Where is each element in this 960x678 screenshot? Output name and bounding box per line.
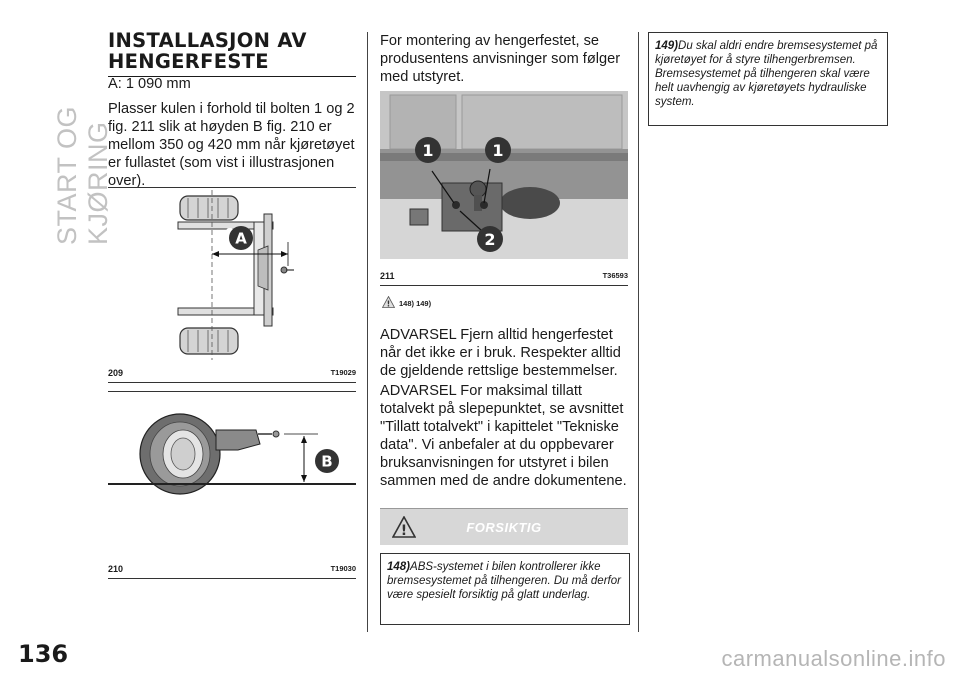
callout-a-label: A [235, 229, 247, 248]
note-148 [380, 553, 630, 625]
watermark-logo: carmanualsonline.info [721, 646, 946, 671]
ball-position-paragraph: Plasser kulen i forhold til bolten 1 og 2 fig. 211 slik at høyden B fig. 210 er mellom 350 og 420 mm når kjøretøyet er fullastet (som vist i illustrasjonen over). [108, 101, 355, 189]
caution-label: FORSIKTIG [466, 520, 542, 535]
figure-211-photo [380, 91, 628, 259]
callout-2 [476, 225, 504, 253]
figure-211-number: 211 [380, 271, 395, 281]
callout-1-left-label: 1 [422, 141, 434, 160]
figure-211 [380, 91, 628, 286]
callout-a [228, 225, 254, 251]
callout-b-label: B [321, 452, 333, 471]
figure-210-number: 210 [108, 564, 124, 574]
note-149-number: 149) [655, 40, 679, 52]
callout-2-label: 2 [484, 230, 496, 249]
callout-1-left [414, 136, 442, 164]
svg-text:!: ! [400, 523, 408, 538]
column-divider [638, 32, 639, 632]
figure-209-code: T19029 [330, 368, 356, 377]
callout-1-right [484, 136, 512, 164]
figure-209-illustration [108, 190, 356, 360]
mounting-instructions-text: For montering av hengerfestet, se produsentens anvisninger som følger med utstyret. [380, 33, 621, 85]
svg-text:!: ! [386, 299, 391, 308]
figure-209 [108, 187, 356, 383]
advarsel-max-weight [380, 382, 630, 490]
figure-209-number: 209 [108, 368, 124, 378]
note-148-text: ABS-systemet i bilen kontrollerer ikke bremsesystemet på tilhengeren. Du må derfor være spesielt forsiktig på glatt underlag. [387, 561, 621, 601]
figure-210-code: T19030 [330, 564, 356, 573]
figure-211-code: T36593 [602, 271, 628, 280]
note-149-text: Du skal aldri endre bremsesystemet på kjøretøyet for å styre tilhengerbremsen. Bremsesystemet på tilhengeren skal være helt uavhengig av kjøretøyets hydrauliske system. [655, 40, 878, 108]
page-number: 136 [18, 640, 69, 668]
note-149 [648, 32, 888, 126]
chapter-side-title: START OG KJØRING [52, 105, 113, 245]
column-divider [367, 32, 368, 632]
caution-header [380, 508, 628, 545]
dimension-a-text: A: 1 090 mm [108, 76, 191, 92]
warning-triangle-icon [382, 296, 395, 308]
advarsel-remove-hitch [380, 326, 630, 380]
callout-1-right-label: 1 [492, 141, 504, 160]
note-148-number: 148) [387, 561, 411, 573]
advarsel-remove-hitch-text: ADVARSEL Fjern alltid hengerfestet når det ikke er i bruk. Respekter alltid de gjeldende rettslige bestemmelser. [380, 327, 621, 379]
page-heading: INSTALLASJON AV HENGERFESTE [108, 30, 356, 77]
figure-210 [108, 391, 356, 579]
warning-reference-numbers: 148) 149) [399, 299, 432, 308]
warning-references [382, 296, 431, 308]
column-2-intro [380, 32, 628, 86]
advarsel-max-weight-text: ADVARSEL For maksimal tillatt totalvekt på slepepunktet, se avsnittet "Tillatt totalvekt" i kapittelet "Tekniske data". Vi anbefaler at du oppbevarer bruksanvisningen for utstyret i bilen sammen med de andre dokumentene. [380, 383, 627, 489]
callout-b [314, 448, 340, 474]
column-1-text [108, 75, 356, 190]
